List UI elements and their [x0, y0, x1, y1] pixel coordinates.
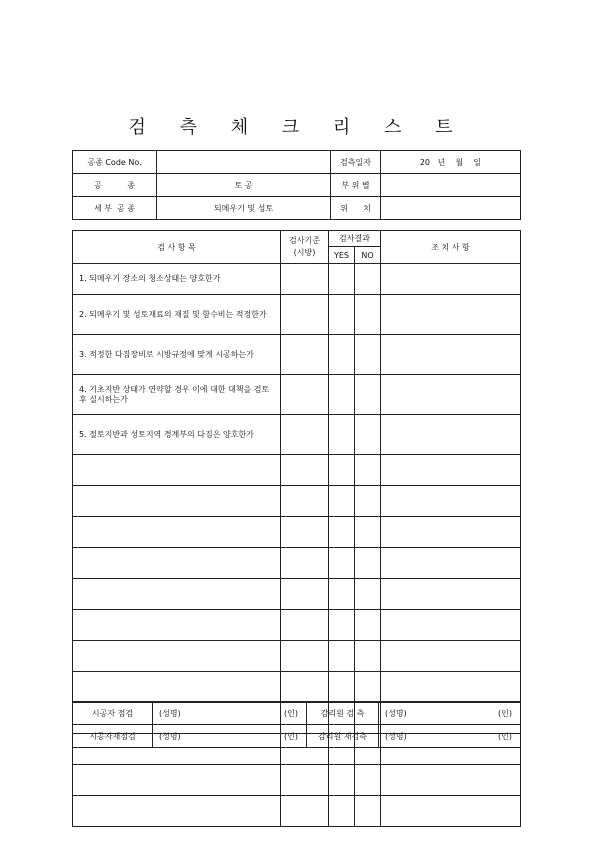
- work-type-label: 공 종: [73, 174, 157, 197]
- action-cell[interactable]: [381, 415, 521, 455]
- checklist-row: [73, 264, 521, 295]
- contractor-name-placeholder: (성명): [159, 731, 181, 741]
- yes-checkbox-cell[interactable]: [329, 264, 355, 295]
- checklist-item-text: [73, 641, 281, 672]
- action-cell[interactable]: [381, 796, 521, 827]
- work-code-value[interactable]: [157, 151, 331, 174]
- action-cell[interactable]: [381, 375, 521, 415]
- checklist-row: [73, 455, 521, 486]
- no-checkbox-cell[interactable]: [355, 517, 381, 548]
- action-cell[interactable]: [381, 610, 521, 641]
- no-checkbox-cell[interactable]: [355, 415, 381, 455]
- action-cell[interactable]: [381, 295, 521, 335]
- location-part-value[interactable]: [381, 174, 521, 197]
- yes-checkbox-cell[interactable]: [329, 641, 355, 672]
- no-checkbox-cell[interactable]: [355, 455, 381, 486]
- checklist-item-text: [73, 455, 281, 486]
- checklist-item-text: [73, 765, 281, 796]
- no-checkbox-cell[interactable]: [355, 796, 381, 827]
- criteria-cell[interactable]: [281, 415, 329, 455]
- signature-table: [72, 701, 521, 748]
- contractor-signature-field[interactable]: [153, 725, 307, 748]
- checklist-item-text: [73, 517, 281, 548]
- checklist-item-text: [73, 672, 281, 703]
- no-checkbox-cell[interactable]: [355, 486, 381, 517]
- checklist-item-text: 4. 기초지반 상태가 연약할 경우 이에 대한 대책을 검토 후 실시하는가: [73, 375, 281, 415]
- checklist-row: [73, 796, 521, 827]
- column-header-result: 검사결과: [329, 231, 381, 247]
- yes-checkbox-cell[interactable]: [329, 455, 355, 486]
- no-checkbox-cell[interactable]: [355, 375, 381, 415]
- checklist-item-text: [73, 579, 281, 610]
- contractor-signature-field[interactable]: [153, 702, 307, 725]
- position-value[interactable]: [381, 197, 521, 220]
- checklist-row: [73, 295, 521, 335]
- supervisor-name-placeholder: (성명): [385, 731, 407, 741]
- sub-work-label: 세 부 공 종: [73, 197, 157, 220]
- page-title: 검 측 체 크 리 스 트: [128, 117, 467, 138]
- checklist-row: [73, 548, 521, 579]
- supervisor-signature-field[interactable]: [379, 702, 521, 725]
- no-checkbox-cell[interactable]: [355, 579, 381, 610]
- no-checkbox-cell[interactable]: [355, 610, 381, 641]
- yes-checkbox-cell[interactable]: [329, 672, 355, 703]
- no-checkbox-cell[interactable]: [355, 672, 381, 703]
- checklist-item-text: [73, 486, 281, 517]
- supervisor-check-label: 감리원 재검측: [307, 725, 379, 748]
- checklist-row: [73, 375, 521, 415]
- checklist-row: [73, 517, 521, 548]
- checklist-item-text: [73, 610, 281, 641]
- action-cell[interactable]: [381, 455, 521, 486]
- work-code-label: 공종 Code No.: [73, 151, 157, 174]
- criteria-cell[interactable]: [281, 610, 329, 641]
- yes-checkbox-cell[interactable]: [329, 796, 355, 827]
- action-cell[interactable]: [381, 486, 521, 517]
- yes-checkbox-cell[interactable]: [329, 375, 355, 415]
- inspection-date-label: 검측일자: [331, 151, 381, 174]
- action-cell[interactable]: [381, 579, 521, 610]
- yes-checkbox-cell[interactable]: [329, 765, 355, 796]
- checklist-row: [73, 579, 521, 610]
- checklist-row: [73, 415, 521, 455]
- checklist-row: [73, 765, 521, 796]
- checklist-row: [73, 610, 521, 641]
- action-cell[interactable]: [381, 264, 521, 295]
- yes-checkbox-cell[interactable]: [329, 610, 355, 641]
- checklist-item-text: 3. 적정한 다짐장비로 시방규정에 맞게 시공하는가: [73, 335, 281, 375]
- no-checkbox-cell[interactable]: [355, 548, 381, 579]
- inspection-date-value[interactable]: 20 년 월 일: [381, 151, 521, 174]
- header-info-table: [72, 150, 521, 220]
- criteria-cell[interactable]: [281, 486, 329, 517]
- signature-row: [73, 702, 521, 725]
- contractor-check-label: 시공자 점검: [73, 702, 153, 725]
- checklist-item-text: [73, 796, 281, 827]
- checklist-item-text: 5. 절토지반과 성토지역 경계부의 다짐은 양호한가: [73, 415, 281, 455]
- criteria-cell[interactable]: [281, 517, 329, 548]
- criteria-cell[interactable]: [281, 455, 329, 486]
- column-header-criteria: 검사기준 (시방): [281, 231, 329, 264]
- action-cell[interactable]: [381, 548, 521, 579]
- checklist-row: [73, 335, 521, 375]
- no-checkbox-cell[interactable]: [355, 295, 381, 335]
- criteria-cell[interactable]: [281, 264, 329, 295]
- supervisor-name-placeholder: (성명): [385, 708, 407, 718]
- contractor-check-label: 시공자재점검: [73, 725, 153, 748]
- supervisor-seal-placeholder: (인): [498, 731, 512, 741]
- sub-work-value[interactable]: 되메우기 및 성토: [157, 197, 331, 220]
- contractor-name-placeholder: (성명): [159, 708, 181, 718]
- position-label: 위 치: [331, 197, 381, 220]
- work-type-value[interactable]: 토 공: [157, 174, 331, 197]
- no-checkbox-cell[interactable]: [355, 641, 381, 672]
- criteria-cell[interactable]: [281, 335, 329, 375]
- contractor-seal-placeholder: (인): [284, 708, 298, 718]
- column-header-items: 검 사 항 목: [73, 231, 281, 264]
- yes-checkbox-cell[interactable]: [329, 335, 355, 375]
- yes-checkbox-cell[interactable]: [329, 295, 355, 335]
- contractor-seal-placeholder: (인): [284, 731, 298, 741]
- no-checkbox-cell[interactable]: [355, 264, 381, 295]
- checklist-item-text: [73, 548, 281, 579]
- criteria-cell[interactable]: [281, 295, 329, 335]
- checklist-item-text: 2. 되메우기 및 성토재료의 재질 및 함수비는 적정한가: [73, 295, 281, 335]
- criteria-cell[interactable]: [281, 579, 329, 610]
- criteria-cell[interactable]: [281, 672, 329, 703]
- column-header-no: NO: [355, 247, 381, 264]
- column-header-action: 조 치 사 항: [381, 231, 521, 264]
- no-checkbox-cell[interactable]: [355, 335, 381, 375]
- checklist-row: [73, 486, 521, 517]
- action-cell[interactable]: [381, 672, 521, 703]
- column-header-yes: YES: [329, 247, 355, 264]
- no-checkbox-cell[interactable]: [355, 765, 381, 796]
- criteria-cell[interactable]: [281, 796, 329, 827]
- checklist-row: [73, 641, 521, 672]
- yes-checkbox-cell[interactable]: [329, 579, 355, 610]
- supervisor-signature-field[interactable]: [379, 725, 521, 748]
- supervisor-seal-placeholder: (인): [498, 708, 512, 718]
- criteria-cell[interactable]: [281, 548, 329, 579]
- criteria-cell[interactable]: [281, 765, 329, 796]
- checklist-item-text: 1. 되메우기 장소의 청소상태는 양호한가: [73, 264, 281, 295]
- yes-checkbox-cell[interactable]: [329, 486, 355, 517]
- action-cell[interactable]: [381, 765, 521, 796]
- action-cell[interactable]: [381, 517, 521, 548]
- supervisor-check-label: 감리원 검 측: [307, 702, 379, 725]
- action-cell[interactable]: [381, 335, 521, 375]
- signature-row: [73, 725, 521, 748]
- criteria-cell[interactable]: [281, 375, 329, 415]
- yes-checkbox-cell[interactable]: [329, 517, 355, 548]
- yes-checkbox-cell[interactable]: [329, 548, 355, 579]
- criteria-cell[interactable]: [281, 641, 329, 672]
- location-part-label: 부 위 별: [331, 174, 381, 197]
- yes-checkbox-cell[interactable]: [329, 415, 355, 455]
- action-cell[interactable]: [381, 641, 521, 672]
- checklist-row: [73, 672, 521, 703]
